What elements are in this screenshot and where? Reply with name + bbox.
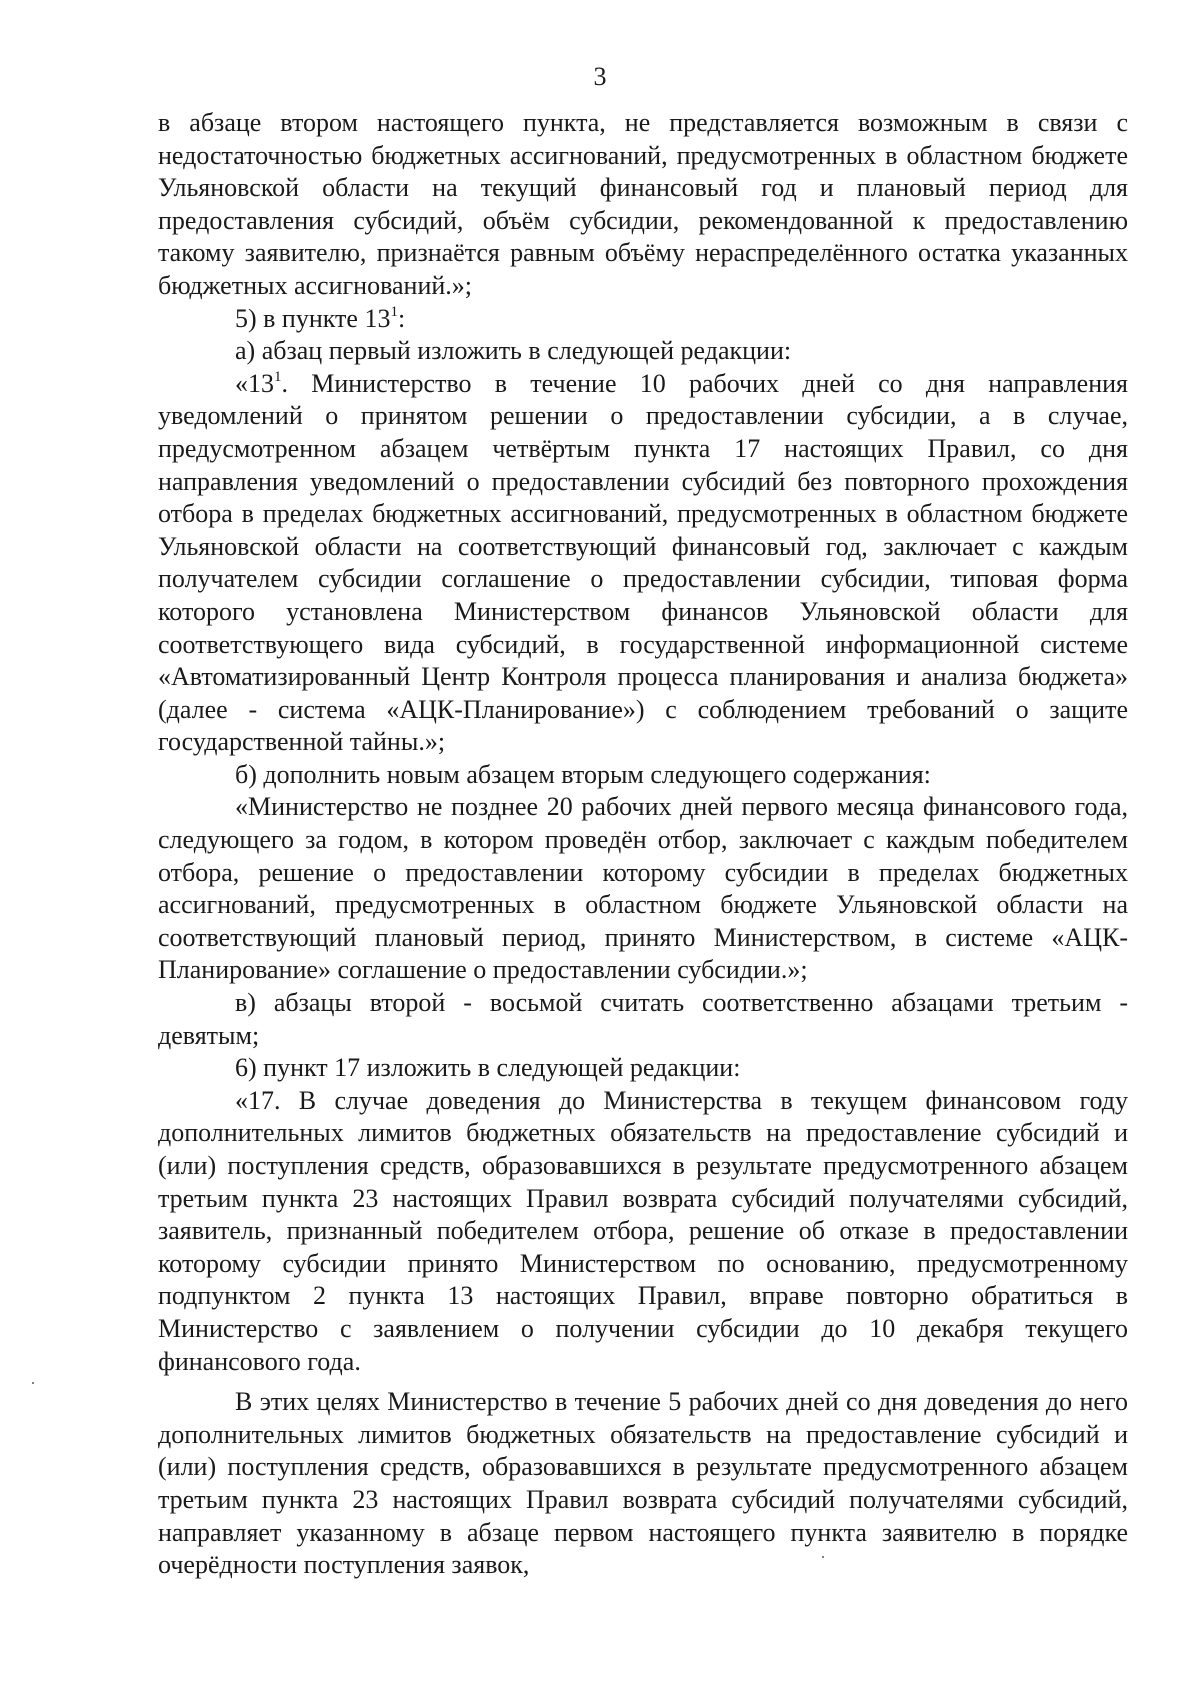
paragraph-subitem-v xyxy=(158,987,1128,1052)
paragraph-item-5 xyxy=(158,303,1128,336)
paragraph-text: В этих целях Министерство в течение 5 рабочих дней со дня доведения до него дополнительных лимитов бюджетных обязательств на предоставление субсидий и (или) поступления средств, образовавшихся в результате предусмотренного абзацем третьим пункта 23 настоящих Правил возврата субсидий получателями субсидий, направляет указанному в абзаце первом настоящего пункта заявителю в порядке очерёдности поступления заявок, xyxy=(158,1387,1128,1580)
paragraph-subitem-b xyxy=(158,759,1128,792)
paragraph-text: «13 xyxy=(235,368,274,398)
page-number: 3 xyxy=(593,62,607,91)
paragraph-text: а) абзац первый изложить в следующей редакции: xyxy=(235,336,792,366)
paragraph-continuation xyxy=(158,107,1128,303)
superscript: 1 xyxy=(274,368,282,385)
paragraph-text: «Министерство не позднее 20 рабочих дней первого месяца финансового года, следующего за годом, в котором проведён отбор, заключает с каждым победителем отбора, решение о предоставлении которому субсидии в пределах бюджетных ассигнований, предусмотренных в областном бюджете Ульяновской области на соответствующий плановый период, принято Министерством, в системе «АЦК-Планирование» соглашение о предоставлении субсидии.»; xyxy=(158,792,1128,985)
paragraph-item-6 xyxy=(158,1052,1128,1085)
paragraph-clause-17-continued xyxy=(158,1386,1128,1582)
document-body xyxy=(158,107,1128,1582)
paragraph-new-clause xyxy=(158,791,1128,987)
scan-speck xyxy=(822,1556,824,1558)
scan-speck xyxy=(32,1382,34,1384)
paragraph-text: 5) в пункте 13 xyxy=(235,303,391,333)
paragraph-text-tail: . Министерство в течение 10 рабочих дней со дня направления уведомлений о принятом решении о предоставлении субсидии, а в случае, предусмотренном абзацем четвёртым пункта 17 настоящих Правил, со дня направления уведомлений о предоставлении субсидий без повторного прохождения отбора в пределах бюджетных ассигнований, предусмотренных в областном бюджете Ульяновской области на соответствующий финансовый год, заключает с каждым получателем субсидии соглашение о предоставлении субсидии, типовая форма которого установлена Министерством финансов Ульяновской области для соответствующего вида субсидий, в государственной информационной системе «Автоматизированный Центр Контроля процесса планирования и анализа бюджета» (далее - система «АЦК-Планирование») с соблюдением требований о защите государственной тайны.»; xyxy=(158,368,1128,757)
paragraph-subitem-a xyxy=(158,335,1128,368)
paragraph-text: 6) пункт 17 изложить в следующей редакции: xyxy=(235,1053,741,1083)
paragraph-text: «17. В случае доведения до Министерства в текущем финансовом году дополнительных лимитов бюджетных обязательств на предоставление субсидий и (или) поступления средств, образовавшихся в результате предусмотренного абзацем третьим пункта 23 настоящих Правил возврата субсидий получателями субсидий, заявитель, признанный победителем отбора, решение об отказе в предоставлении которому субсидии принято Министерством по основанию, предусмотренному подпунктом 2 пункта 13 настоящих Правил, вправе повторно обратиться в Министерство с заявлением о получении субсидии до 10 декабря текущего финансового года. xyxy=(158,1085,1128,1376)
paragraph-text: б) дополнить новым абзацем вторым следующего содержания: xyxy=(235,759,931,789)
paragraph-clause-17 xyxy=(158,1085,1128,1378)
paragraph-text: в абзаце втором настоящего пункта, не представляется возможным в связи с недостаточностью бюджетных ассигнований, предусмотренных в областном бюджете Ульяновской области на текущий финансовый год и плановый период для предоставления субсидий, объём субсидии, рекомендованной к предоставлению такому заявителю, признаётся равным объёму нераспределённого остатка указанных бюджетных ассигнований.»; xyxy=(158,108,1128,300)
paragraph-text: в) абзацы второй - восьмой считать соответственно абзацами третьим - девятым; xyxy=(158,988,1128,1050)
superscript: 1 xyxy=(390,303,398,320)
paragraph-text-tail: : xyxy=(397,303,406,333)
paragraph-clause-13-1 xyxy=(158,368,1128,759)
